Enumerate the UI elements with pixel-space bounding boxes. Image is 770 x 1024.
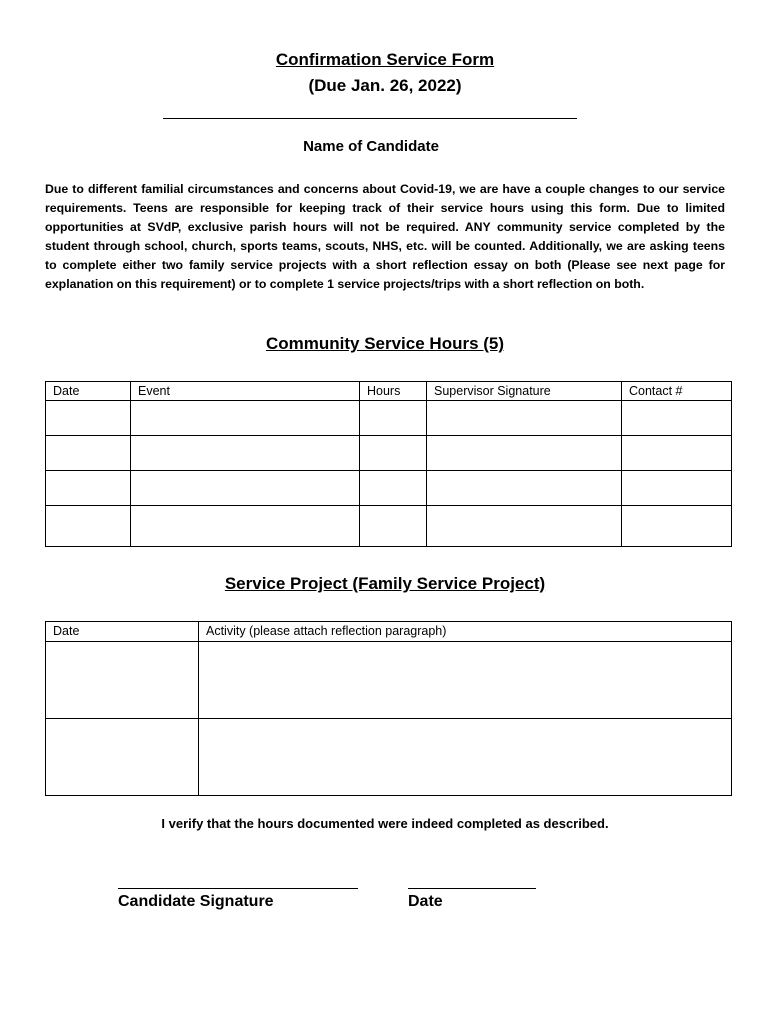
hours-cell[interactable] — [360, 471, 427, 506]
date-cell[interactable] — [46, 642, 199, 719]
column-header-contact: Contact # — [622, 382, 732, 401]
service-project-table — [45, 621, 732, 796]
table-row — [46, 506, 732, 547]
date-cell[interactable] — [46, 401, 131, 436]
contact-cell[interactable] — [622, 506, 732, 547]
contact-cell[interactable] — [622, 436, 732, 471]
column-header-activity: Activity (please attach reflection paragraph) — [199, 622, 732, 642]
activity-cell[interactable] — [199, 642, 732, 719]
date-cell[interactable] — [46, 506, 131, 547]
hours-cell[interactable] — [360, 436, 427, 471]
community-service-table — [45, 381, 732, 547]
candidate-signature-line[interactable] — [118, 888, 358, 889]
contact-cell[interactable] — [622, 471, 732, 506]
candidate-signature-label: Candidate Signature — [118, 893, 274, 910]
service-project-heading: Service Project (Family Service Project) — [224, 574, 546, 593]
event-cell[interactable] — [131, 401, 360, 436]
form-title: Confirmation Service Form — [275, 50, 495, 69]
event-cell[interactable] — [131, 436, 360, 471]
table-header-row — [46, 382, 732, 401]
hours-cell[interactable] — [360, 506, 427, 547]
verification-statement: I verify that the hours documented were indeed completed as described. — [161, 816, 609, 831]
table-row — [46, 471, 732, 506]
supervisor-signature-cell[interactable] — [427, 471, 622, 506]
community-service-heading: Community Service Hours (5) — [265, 334, 505, 353]
column-header-date: Date — [46, 622, 199, 642]
candidate-name-label: Name of Candidate — [303, 138, 439, 155]
event-cell[interactable] — [131, 506, 360, 547]
column-header-supervisor-signature: Supervisor Signature — [427, 382, 622, 401]
supervisor-signature-cell[interactable] — [427, 401, 622, 436]
table-row — [46, 719, 732, 796]
supervisor-signature-cell[interactable] — [427, 436, 622, 471]
date-line[interactable] — [408, 888, 536, 889]
column-header-date: Date — [46, 382, 131, 401]
instructions-paragraph: Due to different familial circumstances and concerns about Covid-19, we are have a couple changes to our service requirements. Teens are responsible for keeping track of their service hours using this form. Due to limited opportunities at SVdP, exclusive parish hours will not be required. ANY community service completed by the student through school, church, sports teams, scouts, NHS, etc. will be counted. Additionally, we are asking teens to complete either two family service projects with a short reflection essay on both (Please see next page for explanation on this requirement) or to complete 1 service projects/trips with a short reflection on both. — [45, 182, 725, 292]
date-cell[interactable] — [46, 719, 199, 796]
event-cell[interactable] — [131, 471, 360, 506]
candidate-name-line[interactable] — [163, 118, 577, 119]
date-label: Date — [408, 893, 443, 910]
contact-cell[interactable] — [622, 401, 732, 436]
column-header-hours: Hours — [360, 382, 427, 401]
table-row — [46, 642, 732, 719]
table-header-row — [46, 622, 732, 642]
supervisor-signature-cell[interactable] — [427, 506, 622, 547]
column-header-event: Event — [131, 382, 360, 401]
activity-cell[interactable] — [199, 719, 732, 796]
hours-cell[interactable] — [360, 401, 427, 436]
date-cell[interactable] — [46, 436, 131, 471]
date-cell[interactable] — [46, 471, 131, 506]
due-date: (Due Jan. 26, 2022) — [308, 76, 462, 95]
table-row — [46, 436, 732, 471]
table-row — [46, 401, 732, 436]
